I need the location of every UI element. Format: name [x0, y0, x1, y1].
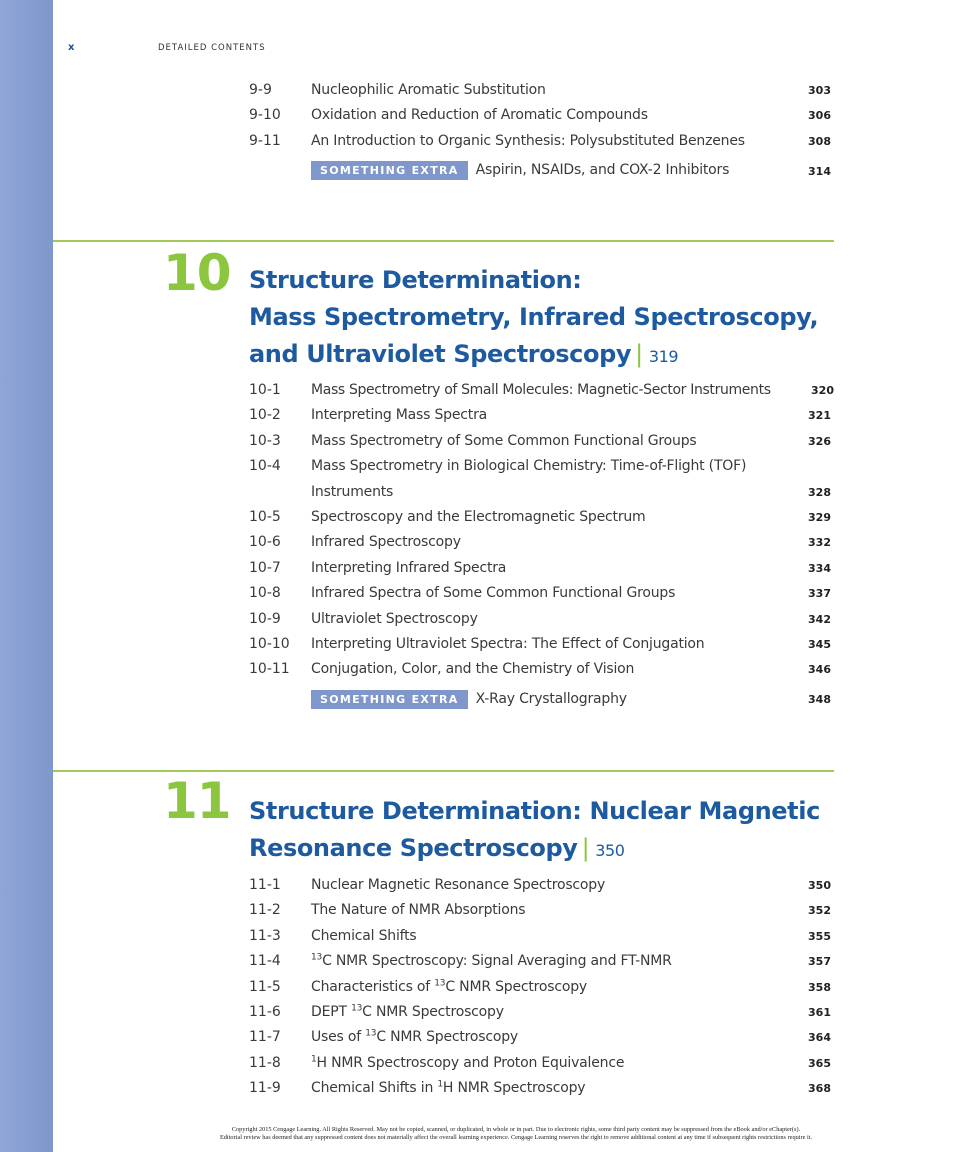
toc-entry[interactable] — [249, 378, 834, 403]
toc-entry[interactable] — [249, 873, 834, 898]
toc-entry[interactable] — [249, 1076, 834, 1101]
toc-entry[interactable] — [249, 949, 834, 974]
chapter-number: 10 — [163, 244, 231, 302]
section-title: An Introduction to Organic Synthesis: Polysubstituted Benzenes — [311, 132, 745, 149]
something-extra-badge: SOMETHING EXTRA — [311, 690, 468, 709]
section-title: Nucleophilic Aromatic Substitution — [311, 82, 546, 98]
isotope-superscript: 1 — [311, 1054, 317, 1065]
section-title: Chemical Shifts — [311, 927, 417, 944]
toc-entry[interactable] — [249, 454, 834, 505]
toc-entry[interactable] — [249, 103, 834, 128]
section-title: Infrared Spectroscopy — [311, 534, 461, 551]
section-number: 11-5 — [249, 978, 281, 995]
section-number: 11-7 — [249, 1029, 281, 1046]
section-number: 9-10 — [249, 107, 281, 124]
toc-entry[interactable] — [249, 657, 834, 682]
section-title: Nuclear Magnetic Resonance Spectroscopy — [311, 877, 606, 893]
section-title: Oxidation and Reduction of Aromatic Compounds — [311, 107, 648, 124]
chapter-title[interactable]: Structure Determination: Mass Spectrometry, Infrared Spectroscopy, and Ultraviolet Spectroscopy | 319 — [249, 266, 819, 368]
chapter-page: 319 — [648, 347, 679, 366]
section-page: 306 — [808, 109, 831, 123]
section-title: Mass Spectrometry of Small Molecules: Magnetic-Sector Instruments — [311, 382, 771, 398]
section-page: 348 — [808, 693, 831, 707]
toc-entry[interactable] — [249, 403, 834, 428]
section-number: 11-3 — [249, 927, 281, 944]
section-number: 10-10 — [249, 635, 290, 652]
toc-entry[interactable] — [249, 607, 834, 632]
running-head — [0, 42, 979, 56]
copyright-footer: Copyright 2015 Cengage Learning. All Rights Reserved. May not be copied, scanned, or duplicated, in whole or in part. Due to electronic rights, some third party content may be suppressed from the eBook and/or eChapter(s). Editorial review has deemed that any suppressed content does not materially affect the overall learning experience. Cengage Learning reserves the right to remove additional content at any time if subsequent rights restrictions require it. — [219, 1126, 813, 1141]
section-title: Mass Spectrometry in Biological Chemistry: Time-of-Flight (TOF) Instruments — [311, 458, 747, 500]
section-page: 355 — [808, 929, 831, 943]
section-title: $^1$H NMR Spectroscopy and Proton Equivalence — [311, 1054, 625, 1071]
section-page: 320 — [811, 383, 834, 397]
section-page: 342 — [808, 612, 831, 626]
section-page: 364 — [808, 1031, 831, 1045]
section-page: 350 — [808, 878, 831, 892]
toc-entry[interactable] — [249, 78, 834, 103]
something-extra-title: Aspirin, NSAIDs, and COX-2 Inhibitors — [475, 162, 730, 179]
section-number: 10-9 — [249, 610, 281, 627]
section-title: Interpreting Mass Spectra — [311, 407, 488, 424]
section-page: 303 — [808, 83, 831, 97]
something-extra-title: X-Ray Crystallography — [475, 690, 627, 707]
isotope-superscript: 13 — [365, 1028, 377, 1039]
section-number: 10-3 — [249, 432, 281, 449]
toc-entry[interactable] — [249, 429, 834, 454]
chapter-10-sections — [249, 378, 834, 715]
something-extra-entry[interactable] — [249, 154, 834, 186]
section-page: 337 — [808, 587, 831, 601]
chapter-divider — [53, 240, 834, 242]
section-title: $^{13}$C NMR Spectroscopy: Signal Averaging and FT-NMR — [311, 952, 672, 970]
title-separator: | — [635, 340, 643, 368]
toc-entry[interactable] — [249, 581, 834, 606]
title-separator: | — [581, 834, 590, 862]
section-title: Interpreting Infrared Spectra — [311, 559, 507, 576]
toc-entry[interactable] — [249, 129, 834, 154]
chapter-11-sections — [249, 873, 834, 1102]
toc-entry[interactable] — [249, 632, 834, 657]
toc-entry[interactable] — [249, 556, 834, 581]
section-title: Chemical Shifts in $^1$H NMR Spectroscopy — [311, 1079, 586, 1097]
section-page: 321 — [808, 409, 831, 423]
running-head-title: DETAILED CONTENTS — [158, 43, 266, 53]
section-title: Uses of $^{13}$C NMR Spectroscopy — [311, 1028, 518, 1046]
toc-entry[interactable] — [249, 505, 834, 530]
section-number: 10-8 — [249, 585, 281, 602]
section-page: 332 — [808, 536, 831, 550]
section-title: DEPT $^{13}$C NMR Spectroscopy — [311, 1003, 504, 1020]
section-title: Ultraviolet Spectroscopy — [311, 610, 478, 627]
page-margin-band — [0, 0, 53, 1152]
section-page: 314 — [808, 164, 831, 178]
chapter-title[interactable]: Structure Determination: Nuclear Magnetic Resonance Spectroscopy | 350 — [249, 797, 820, 862]
section-page: 328 — [808, 485, 831, 499]
chapter-9-sections — [249, 78, 834, 186]
section-page: 334 — [808, 561, 831, 575]
section-number: 10-5 — [249, 508, 281, 525]
section-number: 10-11 — [249, 661, 290, 678]
section-number: 11-1 — [249, 877, 281, 893]
toc-entry[interactable] — [249, 1000, 834, 1025]
section-page: 365 — [808, 1056, 831, 1070]
toc-entry[interactable] — [249, 1051, 834, 1076]
section-number: 9-11 — [249, 132, 281, 149]
section-number: 10-7 — [249, 559, 281, 576]
section-page: 352 — [808, 904, 831, 918]
section-number: 10-4 — [249, 458, 281, 475]
section-title: Mass Spectrometry of Some Common Functional Groups — [311, 432, 697, 449]
section-number: 10-6 — [249, 534, 281, 551]
chapter-page: 350 — [595, 841, 625, 860]
section-page: 326 — [808, 434, 831, 448]
section-number: 11-6 — [249, 1003, 281, 1020]
section-number: 11-8 — [249, 1054, 281, 1071]
section-page: 308 — [808, 134, 831, 148]
section-page: 357 — [808, 955, 831, 969]
section-title: Spectroscopy and the Electromagnetic Spectrum — [311, 508, 646, 525]
section-number: 9-9 — [249, 82, 272, 98]
toc-entry[interactable] — [249, 898, 834, 923]
toc-entry[interactable] — [249, 1025, 834, 1050]
section-number: 11-2 — [249, 902, 281, 919]
chapter-number: 11 — [163, 772, 231, 830]
section-page: 358 — [808, 980, 831, 994]
section-page: 361 — [808, 1005, 831, 1019]
toc-entry[interactable] — [249, 530, 834, 555]
something-extra-badge: SOMETHING EXTRA — [311, 161, 468, 180]
section-number: 10-1 — [249, 382, 281, 398]
section-number: 11-4 — [249, 953, 281, 970]
section-page: 329 — [808, 510, 831, 524]
section-number: 11-9 — [249, 1080, 281, 1097]
section-number: 10-2 — [249, 407, 281, 424]
section-page: 368 — [808, 1082, 831, 1096]
toc-entry[interactable] — [249, 975, 834, 1000]
section-page: 345 — [808, 637, 831, 651]
section-page: 346 — [808, 663, 831, 677]
isotope-superscript: 13 — [351, 1003, 363, 1014]
something-extra-entry[interactable] — [249, 683, 834, 715]
section-title: Infrared Spectra of Some Common Functional Groups — [311, 585, 676, 602]
page-number: x — [68, 42, 75, 53]
section-title: The Nature of NMR Absorptions — [311, 902, 526, 919]
section-title: Conjugation, Color, and the Chemistry of Vision — [311, 661, 635, 678]
toc-entry[interactable] — [249, 924, 834, 949]
isotope-superscript: 1 — [437, 1079, 443, 1090]
isotope-superscript: 13 — [434, 977, 446, 988]
isotope-superscript: 13 — [311, 952, 323, 963]
section-title: Interpreting Ultraviolet Spectra: The Effect of Conjugation — [311, 635, 705, 652]
section-title: Characteristics of $^{13}$C NMR Spectroscopy — [311, 977, 588, 995]
